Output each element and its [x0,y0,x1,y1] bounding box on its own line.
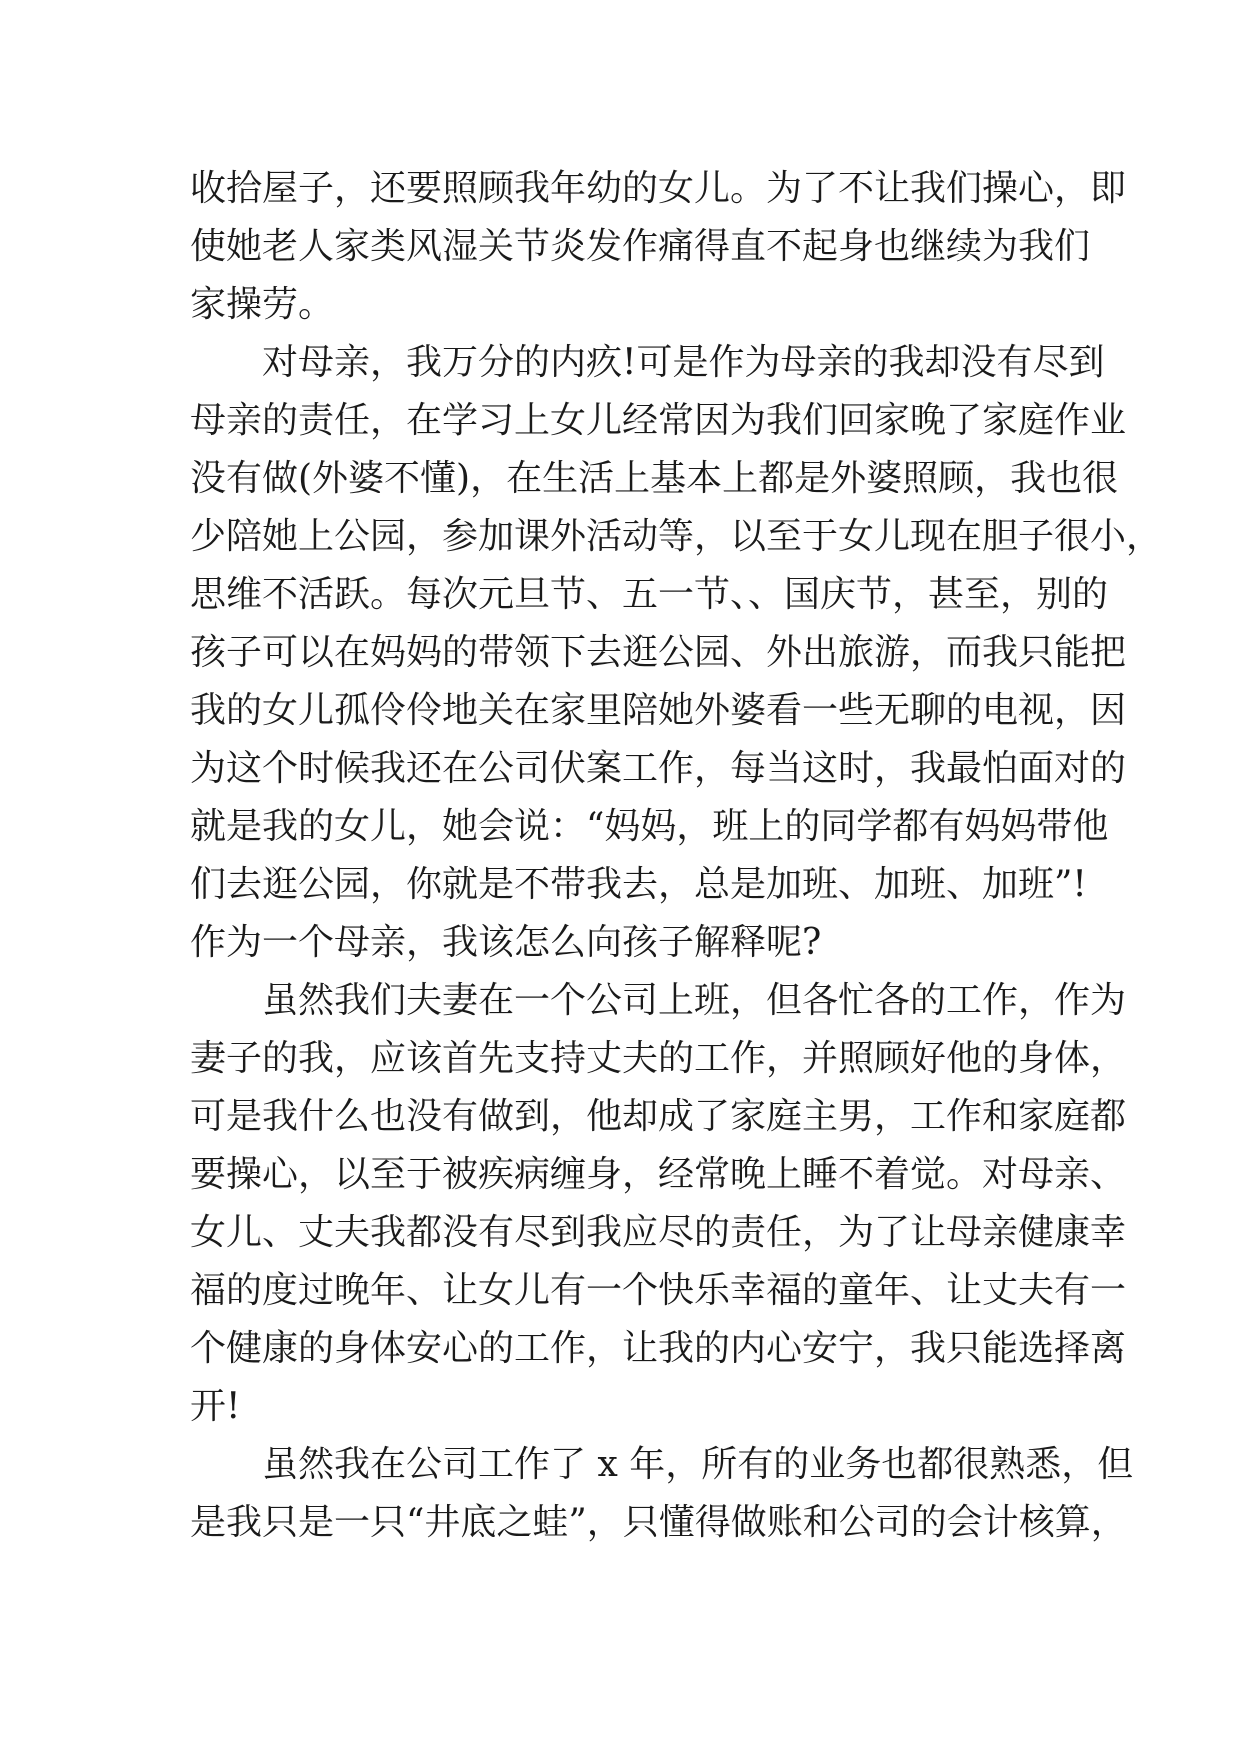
document-body [190,160,1163,1552]
text-line: 女儿、丈夫我都没有尽到我应尽的责任，为了让母亲健康幸 [190,1212,1127,1253]
text-line: 为这个时候我还在公司伏案工作，每当这时，我最怕面对的 [190,748,1127,789]
text-line: 是我只是一只“井底之蛙”，只懂得做账和公司的会计核算， [190,1502,1127,1543]
text-line: 对母亲，我万分的内疚!可是作为母亲的我却没有尽到 [262,342,1105,383]
text-line: 没有做(外婆不懂)，在生活上基本上都是外婆照顾，我也很 [190,458,1119,499]
text-line: 开! [190,1386,241,1427]
text-line: 收拾屋子，还要照顾我年幼的女儿。为了不让我们操心，即 [190,168,1127,209]
text-line: 个健康的身体安心的工作，让我的内心安宁，我只能选择离 [190,1328,1127,1369]
text-line: 使她老人家类风湿关节炎发作痛得直不起身也继续为我们 [190,226,1091,267]
text-line: 虽然我们夫妻在一个公司上班，但各忙各的工作，作为 [262,980,1127,1021]
text-line: 少陪她上公园，参加课外活动等，以至于女儿现在胆子很小， [190,516,1163,557]
text-line: 就是我的女儿，她会说：“妈妈，班上的同学都有妈妈带他 [190,806,1109,847]
text-line: 福的度过晚年、让女儿有一个快乐幸福的童年、让丈夫有一 [190,1270,1127,1311]
text-line: 孩子可以在妈妈的带领下去逛公园、外出旅游，而我只能把 [190,632,1127,673]
text-line: 家操劳。 [190,284,335,325]
text-line: 作为一个母亲，我该怎么向孩子解释呢? [190,922,822,963]
text-line: 我的女儿孤伶伶地关在家里陪她外婆看一些无聊的电视，因 [190,690,1127,731]
text-line: 思维不活跃。每次元旦节、五一节、、国庆节，甚至，别的 [190,574,1109,615]
text-line: 可是我什么也没有做到，他却成了家庭主男，工作和家庭都 [190,1096,1127,1137]
text-line: 母亲的责任，在学习上女儿经常因为我们回家晚了家庭作业 [190,400,1127,441]
text-line: 妻子的我，应该首先支持丈夫的工作，并照顾好他的身体， [190,1038,1127,1079]
text-line: 要操心，以至于被疾病缠身，经常晚上睡不着觉。对母亲、 [190,1154,1127,1195]
text-line: 虽然我在公司工作了 x 年，所有的业务也都很熟悉，但 [262,1444,1134,1485]
text-line: 们去逛公园，你就是不带我去，总是加班、加班、加班”! [190,864,1087,905]
